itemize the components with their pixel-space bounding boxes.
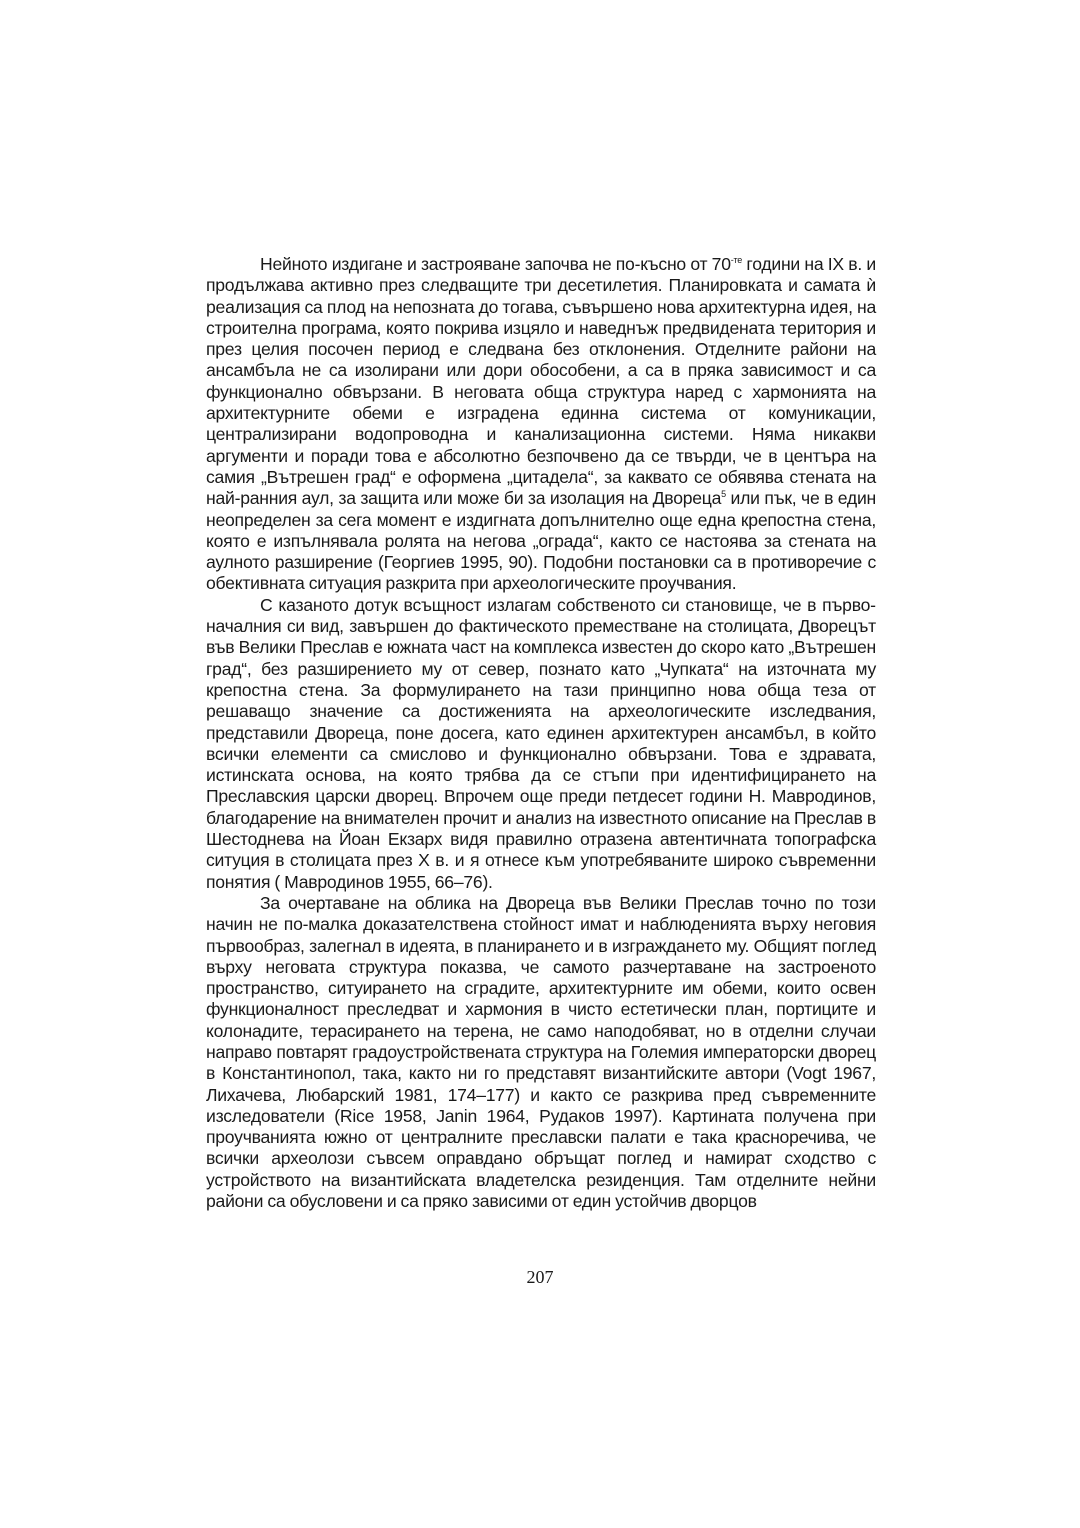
page-number: 207 <box>526 1267 554 1287</box>
paragraph-1 <box>206 254 876 595</box>
paragraph-1-tail: или пък, че в един неопределен за сега момент е издигната допълнително още една крепостна стена, която е изпълнявала ролята на негова „ограда“, както се настоява за стената на аулното разширение (Георгиев 1995, 90). Подобни постановки са в противоречие с обективната ситуация разкрита при археологическите проучвания. <box>206 488 876 594</box>
paragraph-1-text: години на IX в. и продължава активно през следващите три десетилетия. Планировката и самата ѝ реализация са плод на непозната до тогава, съвършено нова архитектурна идея, на строителна програма, която покрива изцяло и наведнъж предвидената територия и през целия посочен период е следвана без отклонения. Отделните райони на ансамбъла не са изолирани или дори обособени, а са в пряка зависимост и са функционално обвързани. В неговата обща структура наред с хармонията на архитектурните обеми е изградена единна система от комуникации, централизирани водопроводна и канализационна системи. Няма никакви аргументи и поради това е абсолютно безпочвено да се твърди, че в центъра на самия „Вътрешен град“ е оформена „цитадела“, за каквато се обявява стената на най-ранния аул, за защита или може би за изолация на Двореца <box>206 254 877 509</box>
footnote-ref-5[interactable]: 5 <box>721 489 726 500</box>
paragraph-3: За очертаване на облика на Двореца във Велики Преслав точно по този начин не по-малка доказателствена стойност имат и наблюденията върху неговия първообраз, залегнал в идеята, в планирането и в изграждането му. Общият поглед върху неговата структура показва, че самото разчертаване на застроеното пространство, ситуирането на сградите, архитектурните им обеми, които освен функционалност преследват и хармония в чисто естетически план, портиците и колонадите, терасирането на терена, не само наподобяват, но в отделни случаи направо повтарят градоустройствената структура на Големия императорски дворец в Константинопол, така, както ни го представят византийските автори (Vogt 1967, Лихачева, Любарский 1981, 174–177) и както се разкрива пред съвременните изследователи (Rice 1958, Janin 1964, Рудаков 1997). Картината получена при проучванията южно от централните преславски палати е така красноречива, че всички археолози съвсем оправдано обръщат поглед и намират сходство с устройството на византийската владетелска резиденция. Там отделните нейни райони са обусловени и са пряко зависими от един устойчив дворцов <box>206 892 876 1212</box>
paragraph-1-lead: Нейното издигане и застрояване започва не по-късно от 70 <box>260 254 731 274</box>
ordinal-suffix: -те <box>730 255 743 265</box>
paragraph-2: С казаното дотук всъщност излагам собственото си становище, че в първоначалния си вид, завършен до фактическото преместване на столицата, Дворецът във Велики Преслав е южната част на комплекса известен до скоро като „Вътрешен град“, без разширението му от север, познато като „Чупката“ на източната му крепостна стена. За формулирането на тази принципно нова обща теза от решаващо значение са достиженията на археологическите изследвания, представили Двореца, поне досега, като единен архитектурен ансамбъл, в който всички елементи са смислово и функционално обвързани. Това е здравата, истинската основа, на която трябва да се стъпи при идентифицирането на Преславския царски дворец. Впрочем още преди петдесет години Н. Мавродинов, благодарение на внимателен прочит и анализ на известното описание на Преслав в Шестоднева на Йоан Екзарх видя правилно отразена автентичната топографска ситуция в столицата през X в. и я отнесе към употребяваните широко съвременни понятия ( Мавродинов 1955, 66–76). <box>206 594 876 892</box>
body-text <box>206 254 876 1212</box>
